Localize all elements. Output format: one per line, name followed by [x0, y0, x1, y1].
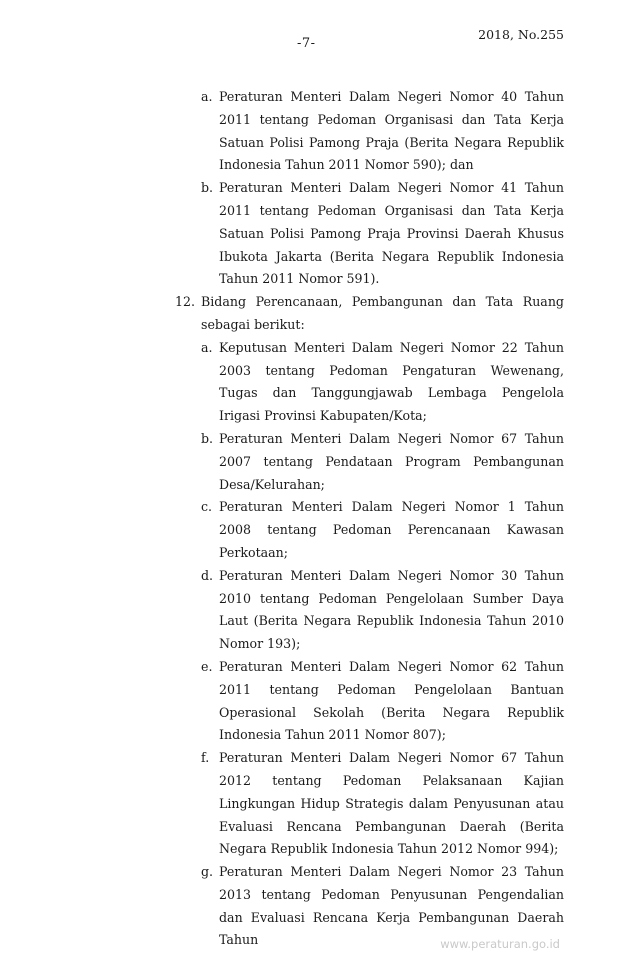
- list-item-text: Peraturan Menteri Dalam Negeri Nomor 30 Tahun 2010 tentang Pedoman Pengelolaan Sumber Daya Laut (Berita Negara Republik Indonesia Tahun 2010 Nomor 193);: [219, 567, 564, 652]
- list-item-text: Peraturan Menteri Dalam Negeri Nomor 62 Tahun 2011 tentang Pedoman Pengelolaan Bantuan Operasional Sekolah (Berita Negara Republik Indonesia Tahun 2011 Nomor 807);: [219, 658, 564, 743]
- list-item: [201, 747, 564, 861]
- list-marker: c.: [201, 499, 213, 515]
- list-marker: g.: [201, 864, 214, 880]
- list-item: [201, 337, 564, 428]
- list-item-text: Peraturan Menteri Dalam Negeri Nomor 67 Tahun 2012 tentang Pedoman Pelaksanaan Kajian Lingkungan Hidup Strategis dalam Penyusunan atau Evaluasi Rencana Pembangunan Daerah (Berita Negara Republik Indonesia Tahun 2012 Nomor 994);: [219, 750, 564, 857]
- list-marker: b.: [201, 180, 214, 196]
- list-item: [201, 177, 564, 291]
- list-item: [201, 496, 564, 564]
- list-marker: d.: [201, 567, 214, 583]
- list-item-text: Peraturan Menteri Dalam Negeri Nomor 1 Tahun 2008 tentang Pedoman Perencanaan Kawasan Perkotaan;: [219, 499, 564, 560]
- list-item-text: Peraturan Menteri Dalam Negeri Nomor 40 Tahun 2011 tentang Pedoman Organisasi dan Tata Kerja Satuan Polisi Pamong Praja (Berita Negara Republik Indonesia Tahun 2011 Nomor 590); dan: [219, 89, 564, 173]
- section-title: Bidang Perencanaan, Pembangunan dan Tata Ruang sebagai berikut:: [201, 294, 564, 332]
- section-marker: 12.: [175, 294, 196, 310]
- list-item: [201, 565, 564, 656]
- list-item-text: Peraturan Menteri Dalam Negeri Nomor 23 Tahun 2013 tentang Pedoman Penyusunan Pengendalian dan Evaluasi Rencana Kerja Pembangunan Daerah Tahun: [219, 864, 564, 948]
- watermark: www.peraturan.go.id: [440, 937, 560, 951]
- list-item-text: Peraturan Menteri Dalam Negeri Nomor 41 Tahun 2011 tentang Pedoman Organisasi dan Tata Kerja Satuan Polisi Pamong Praja Provinsi Daerah Khusus Ibukota Jakarta (Berita Negara Republik Indonesia Tahun 2011 Nomor 591).: [219, 180, 564, 287]
- header-reference: 2018, No.255: [478, 27, 564, 42]
- list-item: [201, 656, 564, 747]
- list-marker: f.: [201, 750, 210, 766]
- list-item-text: Keputusan Menteri Dalam Negeri Nomor 22 Tahun 2003 tentang Pedoman Pengaturan Wewenang, Tugas dan Tanggungjawab Lembaga Pengelola Irigasi Provinsi Kabupaten/Kota;: [219, 339, 564, 424]
- list-marker: e.: [201, 658, 213, 674]
- list-item: [201, 428, 564, 496]
- section-12-heading: [175, 291, 564, 337]
- list-item-text: Peraturan Menteri Dalam Negeri Nomor 67 Tahun 2007 tentang Pendataan Program Pembangunan Desa/Kelurahan;: [219, 430, 564, 492]
- document-body: [175, 86, 564, 952]
- list-marker: b.: [201, 430, 214, 446]
- list-marker: a.: [201, 339, 213, 355]
- page-number: -7-: [297, 36, 316, 51]
- list-item: [201, 86, 564, 177]
- list-marker: a.: [201, 89, 213, 104]
